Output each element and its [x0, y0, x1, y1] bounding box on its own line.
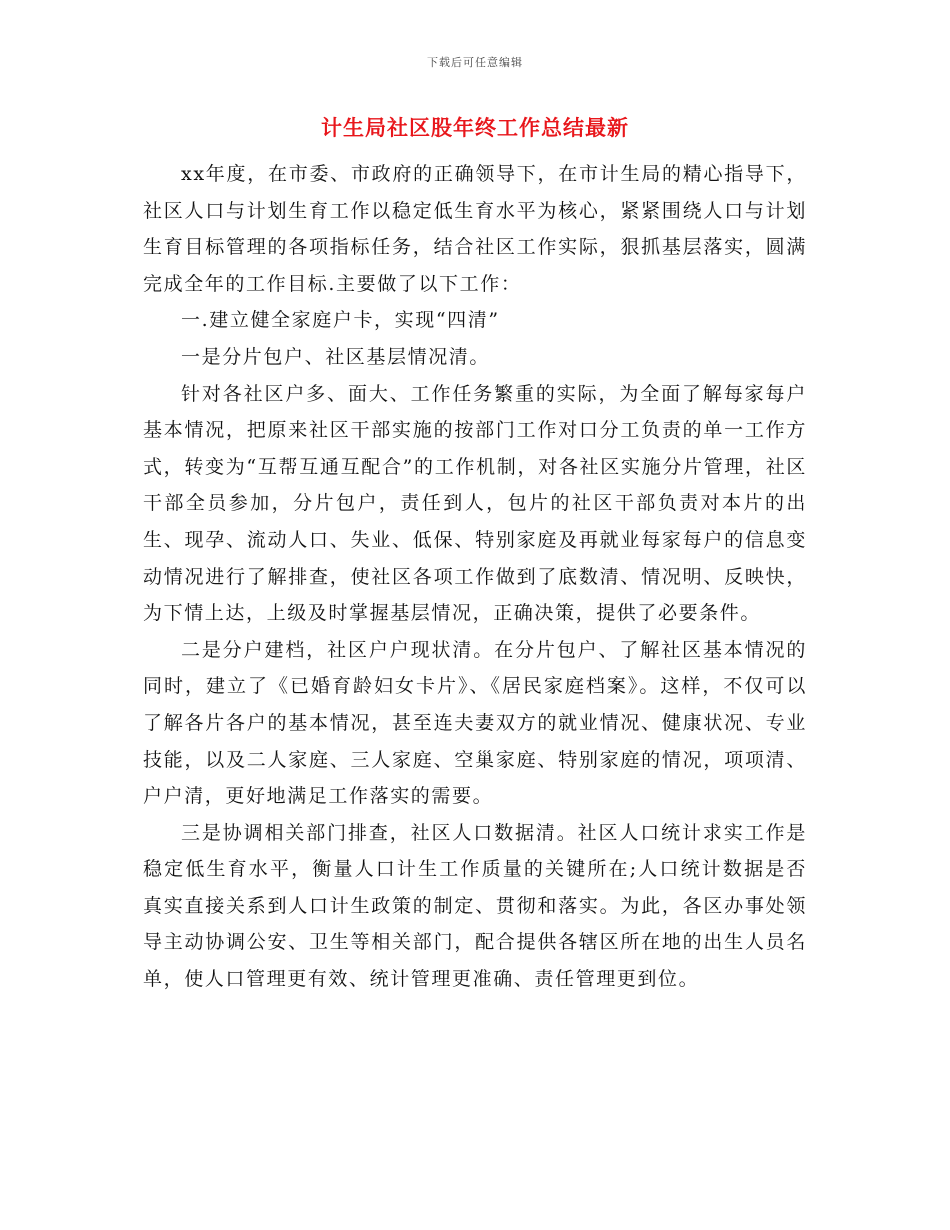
page-header-note: 下载后可任意编辑	[427, 56, 523, 69]
document-title: 计生局社区股年终工作总结最新	[321, 115, 629, 140]
paragraph-point-one-detail: 针对各社区户多、面大、工作任务繁重的实际，为全面了解每家每户基本情况，把原来社区干部实施的按部门工作对口分工负责的单一工作方式，转变为“互帮互通互配合”的工作机制，对各社区实施分片管理，社区干部全员参加，分片包户，责任到人，包片的社区干部负责对本片的出生、现孕、流动人口、失业、低保、特别家庭及再就业每家每户的信息变动情况进行了解排查，使社区各项工作做到了底数清、情况明、反映快，为下情上达，上级及时掌握基层情况，正确决策，提供了必要条件。	[143, 382, 807, 625]
document-body	[143, 156, 807, 998]
paragraph-point-three: 三是协调相关部门排查，社区人口数据清。社区人口统计求实工作是稳定低生育水平，衡量人口计生工作质量的关键所在;人口统计数据是否真实直接关系到人口计生政策的制定、贯彻和落实。为此，各区办事处领导主动协调公安、卫生等相关部门，配合提供各辖区所在地的出生人员名单，使人口管理更有效、统计管理更准确、责任管理更到位。	[143, 821, 807, 991]
paragraph-point-one: 一是分片包户、社区基层情况清。	[181, 345, 491, 368]
paragraph-point-two: 二是分户建档，社区户户现状清。在分片包户、了解社区基本情况的同时，建立了《已婚育龄妇女卡片》、《居民家庭档案》。这样，不仅可以了解各片各户的基本情况，甚至连夫妻双方的就业情况、健康状况、专业技能，以及二人家庭、三人家庭、空巢家庭、特别家庭的情况，项项清、户户清，更好地满足工作落实的需要。	[143, 638, 807, 808]
paragraph-section-heading: 一.建立健全家庭户卡，实现“四清”	[181, 309, 500, 332]
paragraph-intro: xx年度，在市委、市政府的正确领导下，在市计生局的精心指导下，社区人口与计划生育工作以稳定低生育水平为核心，紧紧围绕人口与计划生育目标管理的各项指标任务，结合社区工作实际，狠抓基层落实，圆满完成全年的工作目标.主要做了以下工作：	[143, 163, 807, 295]
